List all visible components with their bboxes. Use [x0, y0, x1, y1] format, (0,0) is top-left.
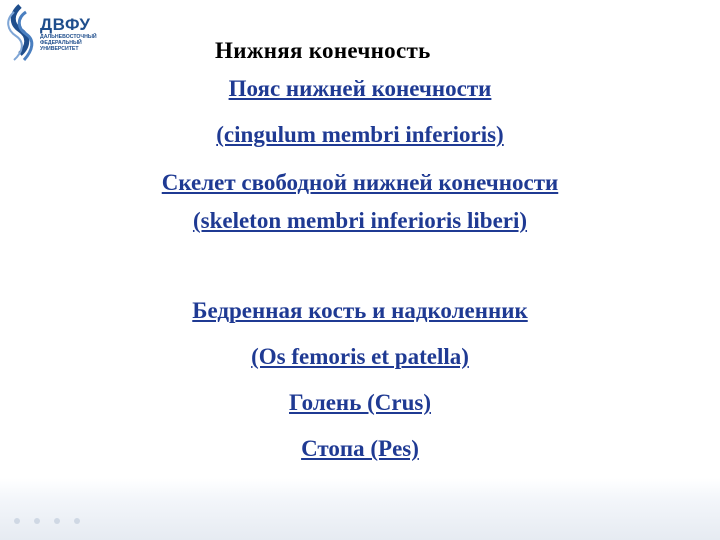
- dvfu-logo-icon: [4, 4, 36, 64]
- slide-title: Нижняя конечность: [215, 38, 431, 63]
- link-pes[interactable]: Стопа (Pes): [301, 436, 419, 461]
- link-free-limb-skeleton[interactable]: Скелет свободной нижней конечности: [161, 170, 559, 195]
- logo-name: ДВФУ: [40, 15, 91, 34]
- university-logo: [4, 4, 104, 64]
- link-pelvic-girdle-latin[interactable]: (cingulum membri inferioris): [216, 122, 504, 147]
- footer-decoration: [0, 478, 720, 540]
- link-crus[interactable]: Голень (Crus): [289, 390, 431, 415]
- link-free-limb-latin[interactable]: (skeleton membri inferioris liberi): [192, 208, 528, 233]
- link-femur-patella-latin[interactable]: (Os femoris et patella): [251, 344, 469, 369]
- link-pelvic-girdle[interactable]: Пояс нижней конечности: [228, 76, 492, 101]
- logo-subtitle: ДАЛЬНЕВОСТОЧНЫЙ ФЕДЕРАЛЬНЫЙ УНИВЕРСИТЕТ: [40, 34, 97, 52]
- link-femur-patella[interactable]: Бедренная кость и надколенник: [192, 298, 528, 323]
